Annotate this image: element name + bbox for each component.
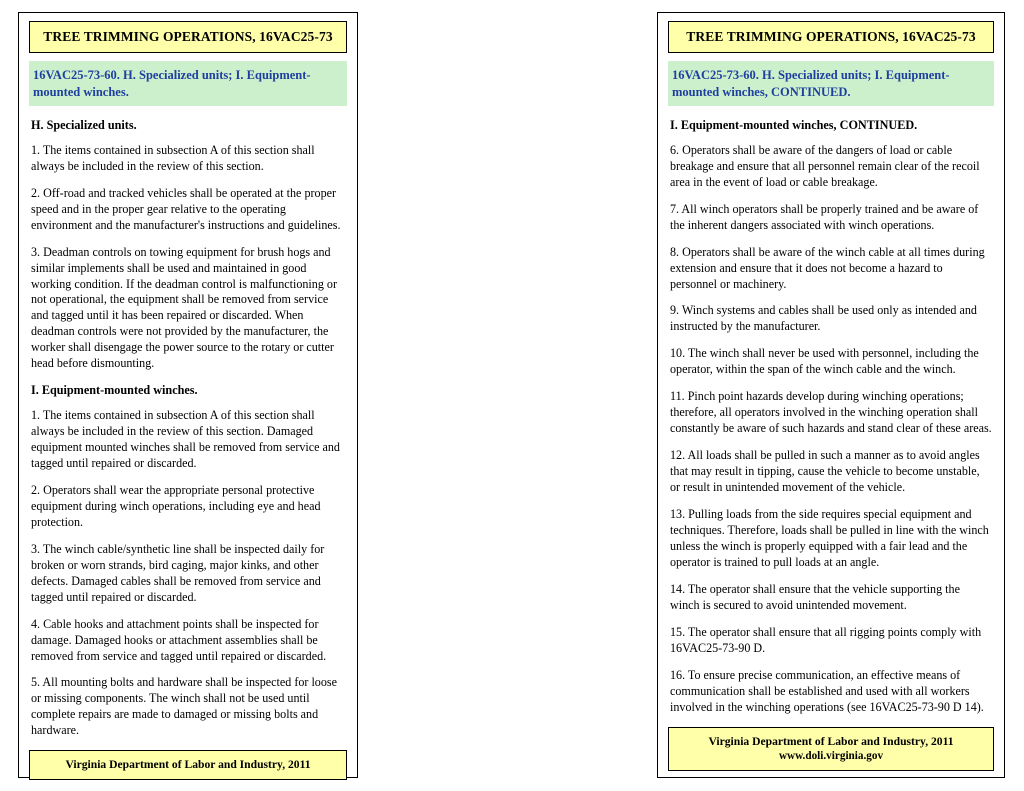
paragraph: 13. Pulling loads from the side requires special equipment and techniques. Therefore, loads shall be pulled in line with the winch unless the winch is properly equipped with a fair lead and the operator is trained to pull loads at an angle. bbox=[670, 507, 989, 569]
paragraph: 16. To ensure precise communication, an effective means of communication shall be established and used with all workers involved in the winching operations (see 16VAC25-73-90 D 14). bbox=[670, 667, 984, 714]
left-page-panel bbox=[18, 12, 358, 778]
left-title-banner: TREE TRIMMING OPERATIONS, 16VAC25-73 bbox=[29, 21, 347, 53]
paragraph: 1. The items contained in subsection A of this section shall always be included in the review of this section. Damaged equipment mounted winches shall be removed from service and tagged until repaired or discarded. bbox=[31, 408, 340, 470]
paragraph: 11. Pinch point hazards develop during winching operations; therefore, all operators involved in the winching operation shall constantly be aware of such hazards and stand clear of these areas. bbox=[670, 389, 992, 436]
right-footer-banner bbox=[668, 727, 994, 772]
paragraph: 7. All winch operators shall be properly trained and be aware of the inherent dangers associated with winch operations. bbox=[670, 201, 979, 232]
paragraph: 12. All loads shall be pulled in such a manner as to avoid angles that may result in tipping, cause the vehicle to become unstable, or result in unintended movement of the vehicle. bbox=[670, 448, 980, 495]
right-panel-inner bbox=[658, 13, 1004, 777]
paragraph: 3. The winch cable/synthetic line shall be inspected daily for broken or worn strands, bird caging, major kinks, and other defects. Damaged cables shall be removed from service and tagged until repaired or discarded. bbox=[31, 541, 325, 604]
paragraph: 14. The operator shall ensure that the vehicle supporting the winch is secured to avoid unintended movement. bbox=[670, 581, 960, 612]
paragraph: 2. Off-road and tracked vehicles shall be operated at the proper speed and in the proper gear relative to the operating environment and the manufacturer's instructions and guidelines. bbox=[31, 185, 341, 232]
right-title-banner: TREE TRIMMING OPERATIONS, 16VAC25-73 bbox=[668, 21, 994, 53]
paragraph: 10. The winch shall never be used with personnel, including the operator, within the span of the winch cable and the winch. bbox=[670, 346, 979, 377]
left-subtitle-banner: 16VAC25-73-60. H. Specialized units; I. Equipment-mounted winches. bbox=[29, 61, 347, 106]
paragraph: 15. The operator shall ensure that all rigging points comply with 16VAC25-73-90 D. bbox=[670, 624, 982, 655]
footer-website-line: www.doli.virginia.gov bbox=[778, 750, 884, 763]
section-heading-i-continued: I. Equipment-mounted winches, CONTINUED. bbox=[670, 118, 918, 132]
section-heading-h: H. Specialized units. bbox=[31, 118, 137, 132]
paragraph: 1. The items contained in subsection A of this section shall always be included in the review of this section. bbox=[31, 142, 315, 173]
right-subtitle-banner: 16VAC25-73-60. H. Specialized units; I. Equipment-mounted winches, CONTINUED. bbox=[668, 61, 994, 106]
paragraph: 9. Winch systems and cables shall be used only as intended and instructed by the manufacturer. bbox=[670, 303, 977, 334]
paragraph: 2. Operators shall wear the appropriate personal protective equipment during winch operations, including eye and head protection. bbox=[31, 482, 321, 529]
left-body bbox=[29, 112, 347, 750]
paragraph: 5. All mounting bolts and hardware shall be inspected for loose or missing components. The winch shall not be used until complete repairs are made to damaged or missing bolts and hardware. bbox=[31, 675, 337, 738]
paragraph: 6. Operators shall be aware of the dangers of load or cable breakage and ensure that all personnel remain clear of the recoil area in the event of load or cable breakage. bbox=[670, 142, 980, 189]
paragraph: 3. Deadman controls on towing equipment for brush hogs and similar implements shall be used and maintained in good working condition. If the deadman control is malfunctioning or not operational, the equipment shall be removed from service and tagged until it has been repaired or discarded. When deadman controls were not provided by the manufacturer, the worker shall disengage the power source to the rotary or cutter head before dismounting. bbox=[31, 244, 337, 371]
right-body bbox=[668, 112, 994, 727]
section-heading-i: I. Equipment-mounted winches. bbox=[31, 383, 198, 398]
paragraph: 8. Operators shall be aware of the winch cable at all times during extension and ensure that it does not become a hazard to personnel or machinery. bbox=[670, 244, 985, 291]
right-page-panel bbox=[657, 12, 1005, 778]
left-panel-inner bbox=[19, 13, 357, 777]
paragraph: 4. Cable hooks and attachment points shall be inspected for damage. Damaged hooks or attachment assemblies shall be removed from service and tagged until repaired or discarded. bbox=[31, 616, 327, 663]
left-footer-banner: Virginia Department of Labor and Industry, 2011 bbox=[29, 750, 347, 780]
footer-agency-line: Virginia Department of Labor and Industry, 2011 bbox=[708, 734, 954, 748]
